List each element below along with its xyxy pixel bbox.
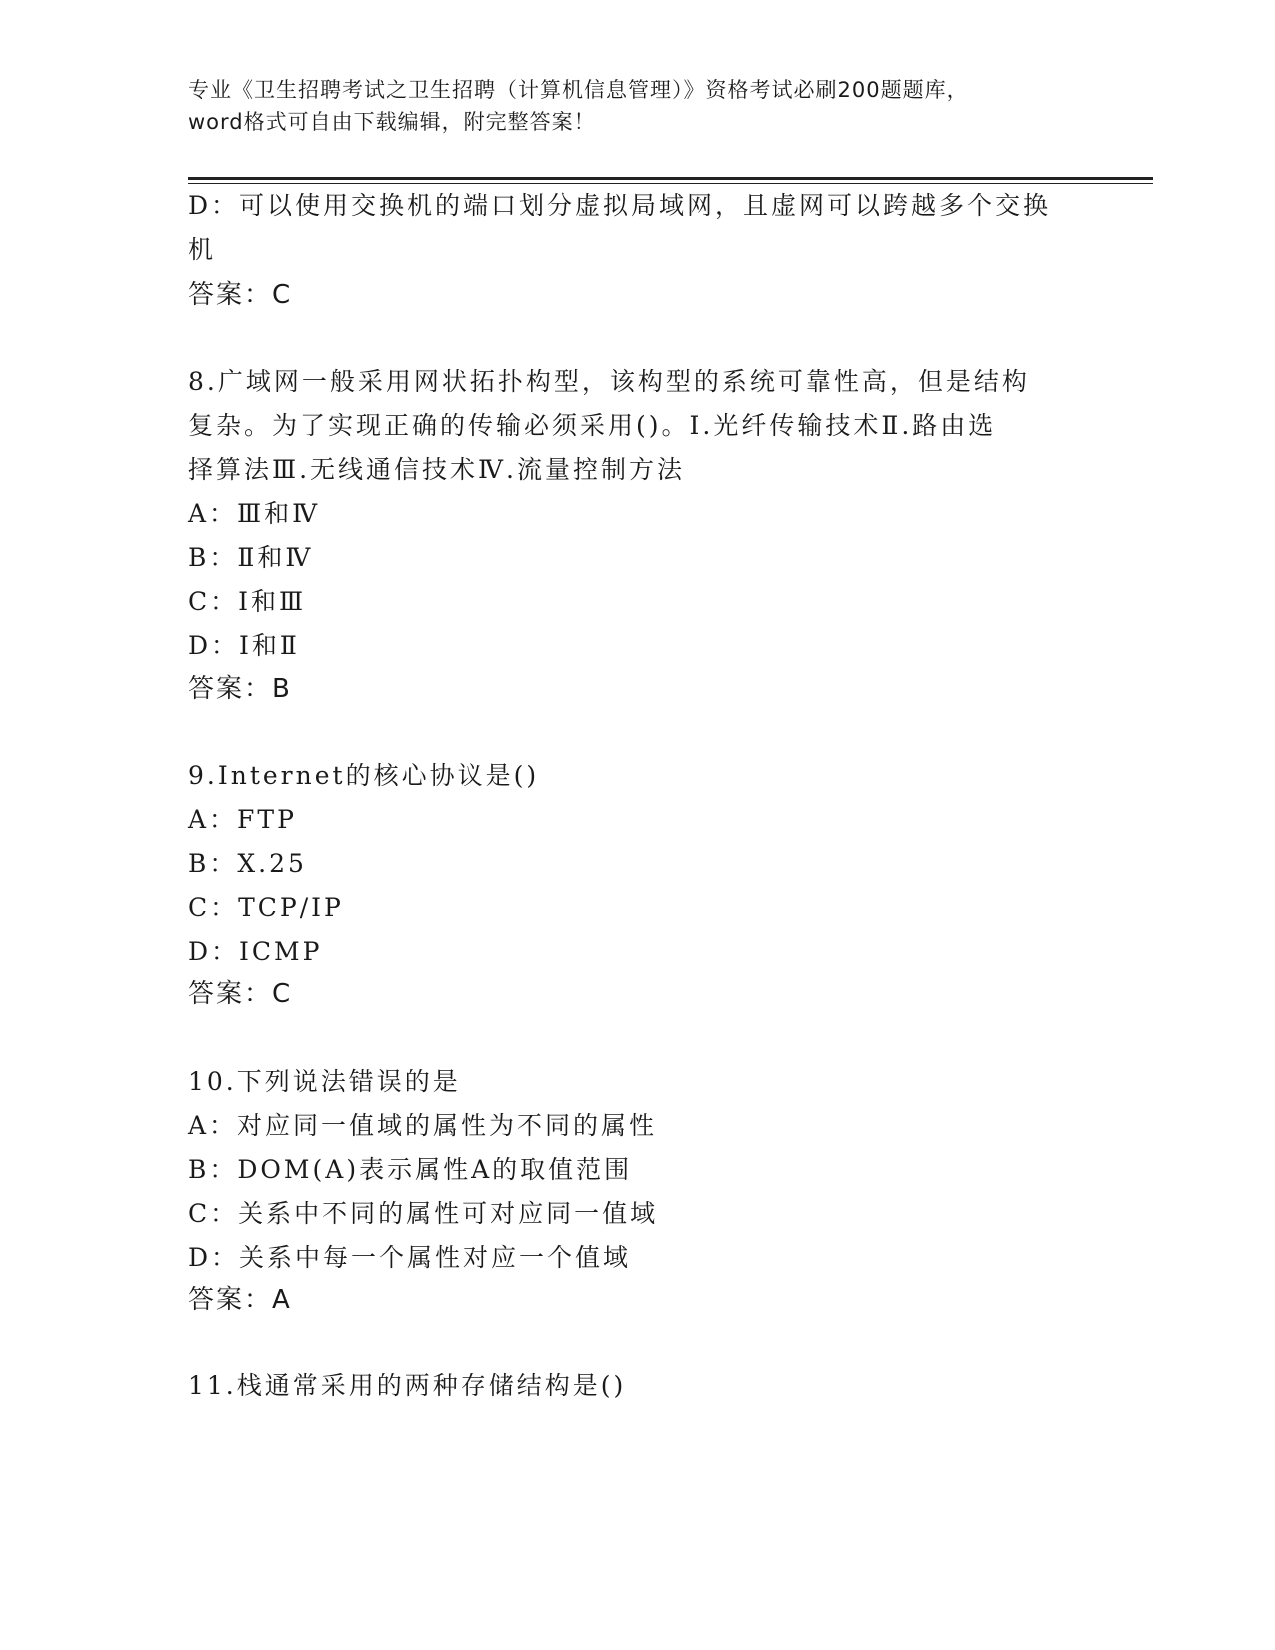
header-divider-thick: [188, 177, 1153, 180]
header-title-line-1: 专业《卫生招聘考试之卫生招聘（计算机信息管理）》资格考试必刷200题题库，: [188, 78, 969, 102]
header-title-line-2: word格式可自由下载编辑，附完整答案！: [188, 110, 596, 134]
q10-option-b: B：DOM(A)表示属性A的取值范围: [188, 1155, 633, 1184]
q8-option-a: A：Ⅲ和Ⅳ: [188, 499, 321, 528]
q8-option-d: D：Ⅰ和Ⅱ: [188, 631, 300, 660]
q9-option-c: C：TCP/IP: [188, 893, 344, 922]
q7-answer: 答案：C: [188, 280, 293, 310]
q7-option-d-line-2: 机: [188, 235, 217, 264]
q10-option-a: A：对应同一值域的属性为不同的属性: [188, 1111, 658, 1140]
header-divider-thin: [188, 183, 1153, 184]
q9-option-a: A：FTP: [188, 805, 297, 834]
q9-answer: 答案：C: [188, 979, 293, 1009]
document-header: [188, 74, 1088, 138]
q8-option-c: C：Ⅰ和Ⅲ: [188, 587, 307, 616]
q9-stem: 9.Internet的核心协议是(): [188, 761, 540, 790]
q9-option-d: D：ICMP: [188, 937, 323, 966]
q8-answer: 答案：B: [188, 674, 292, 704]
q9-option-b: B：X.25: [188, 849, 307, 878]
q7-option-d-line-1: D：可以使用交换机的端口划分虚拟局域网，且虚网可以跨越多个交换: [188, 191, 1052, 220]
q8-option-b: B：Ⅱ和Ⅳ: [188, 543, 314, 572]
q8-stem-line-3: 择算法Ⅲ.无线通信技术Ⅳ.流量控制方法: [188, 455, 685, 484]
q11-stem: 11.栈通常采用的两种存储结构是(): [188, 1371, 627, 1400]
q10-option-d: D：关系中每一个属性对应一个值域: [188, 1243, 632, 1272]
q8-stem-line-2: 复杂。为了实现正确的传输必须采用()。Ⅰ.光纤传输技术Ⅱ.路由选: [188, 411, 997, 440]
q10-answer: 答案：A: [188, 1285, 292, 1315]
q10-stem: 10.下列说法错误的是: [188, 1067, 461, 1096]
q10-option-c: C：关系中不同的属性可对应同一值域: [188, 1199, 659, 1228]
q8-stem-line-1: 8.广域网一般采用网状拓扑构型，该构型的系统可靠性高，但是结构: [188, 367, 1030, 396]
